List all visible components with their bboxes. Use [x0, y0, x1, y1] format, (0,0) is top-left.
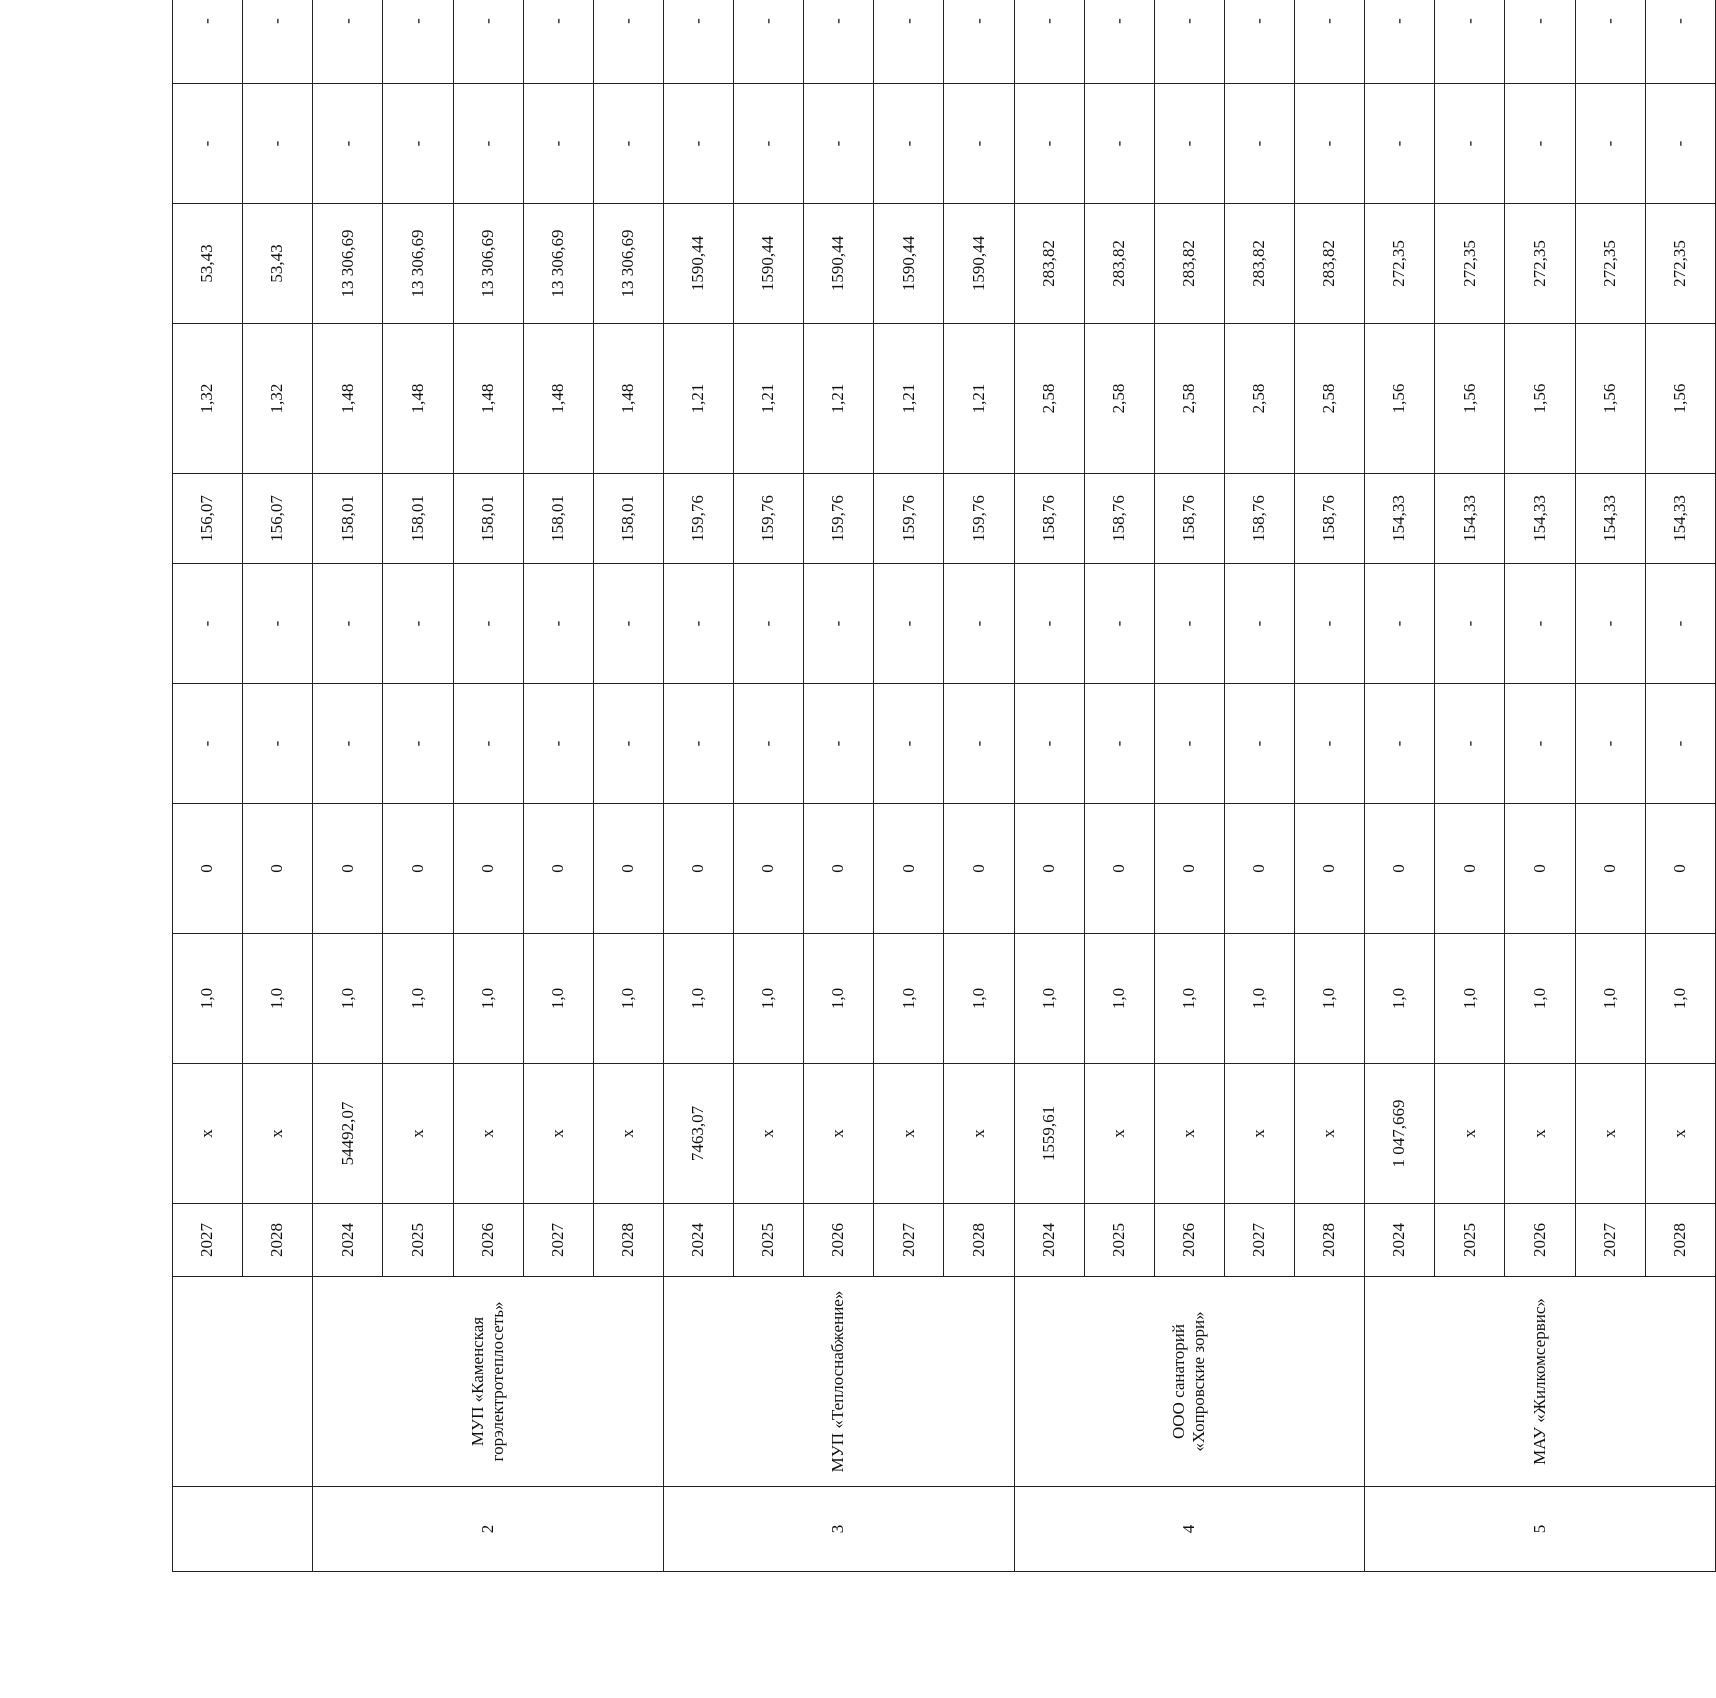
zero-cell: 0 — [944, 804, 1014, 934]
dash-cell-c: - — [1645, 84, 1715, 204]
dash-cell-c: - — [1014, 84, 1084, 204]
tariff-value-cell: 159,76 — [804, 474, 874, 564]
ratio-cell: 1,56 — [1505, 324, 1575, 474]
dash-cell-b: - — [1365, 564, 1435, 684]
index-cell: 1,0 — [874, 934, 944, 1064]
dash-cell-b: - — [1295, 564, 1365, 684]
tariff-value-cell: 159,76 — [663, 474, 733, 564]
dash-cell-c: - — [1224, 84, 1294, 204]
dash-cell-b: - — [313, 564, 383, 684]
dash-cell-c: - — [593, 84, 663, 204]
dash-cell-d: - — [313, 0, 383, 84]
index-cell: 1,0 — [1435, 934, 1505, 1064]
year-cell: 2026 — [1505, 1204, 1575, 1277]
tariff-value-cell: 154,33 — [1645, 474, 1715, 564]
dash-cell-a: - — [1295, 684, 1365, 804]
base-value-cell: x — [243, 1064, 313, 1204]
year-cell: 2027 — [173, 1204, 243, 1277]
row-number-cell: 5 — [1365, 1487, 1716, 1572]
tariff-table — [172, 0, 1716, 1572]
index-cell: 1,0 — [453, 934, 523, 1064]
dash-cell-b: - — [1435, 564, 1505, 684]
volume-cell: 1590,44 — [734, 204, 804, 324]
organization-cell: МУП «Каменская горэлектротеплосеть» — [313, 1277, 664, 1487]
zero-cell: 0 — [313, 804, 383, 934]
dash-cell-c: - — [1154, 84, 1224, 204]
zero-cell: 0 — [1505, 804, 1575, 934]
dash-cell-b: - — [1084, 564, 1154, 684]
zero-cell: 0 — [1365, 804, 1435, 934]
organization-cell — [173, 1277, 313, 1487]
base-value-cell: x — [874, 1064, 944, 1204]
volume-cell: 53,43 — [173, 204, 243, 324]
zero-cell: 0 — [243, 804, 313, 934]
index-cell: 1,0 — [804, 934, 874, 1064]
volume-cell: 13 306,69 — [383, 204, 453, 324]
tariff-value-cell: 159,76 — [944, 474, 1014, 564]
dash-cell-d: - — [593, 0, 663, 84]
ratio-cell: 2,58 — [1295, 324, 1365, 474]
volume-cell: 272,35 — [1365, 204, 1435, 324]
dash-cell-a: - — [1224, 684, 1294, 804]
year-cell: 2026 — [804, 1204, 874, 1277]
index-cell: 1,0 — [734, 934, 804, 1064]
index-cell: 1,0 — [383, 934, 453, 1064]
zero-cell: 0 — [1084, 804, 1154, 934]
base-value-cell: x — [734, 1064, 804, 1204]
base-value-cell: x — [453, 1064, 523, 1204]
dash-cell-d: - — [453, 0, 523, 84]
index-cell: 1,0 — [523, 934, 593, 1064]
volume-cell: 13 306,69 — [453, 204, 523, 324]
zero-cell: 0 — [1435, 804, 1505, 934]
dash-cell-d: - — [663, 0, 733, 84]
year-cell: 2027 — [523, 1204, 593, 1277]
tariff-value-cell: 159,76 — [874, 474, 944, 564]
row-number-cell: 3 — [663, 1487, 1014, 1572]
organization-cell: МАУ «Жилкомсервис» — [1365, 1277, 1716, 1487]
dash-cell-b: - — [1014, 564, 1084, 684]
index-cell: 1,0 — [593, 934, 663, 1064]
dash-cell-a: - — [243, 684, 313, 804]
zero-cell: 0 — [593, 804, 663, 934]
ratio-cell: 1,56 — [1645, 324, 1715, 474]
volume-cell: 283,82 — [1154, 204, 1224, 324]
dash-cell-b: - — [523, 564, 593, 684]
year-cell: 2025 — [734, 1204, 804, 1277]
ratio-cell: 1,21 — [663, 324, 733, 474]
dash-cell-a: - — [1084, 684, 1154, 804]
year-cell: 2025 — [1435, 1204, 1505, 1277]
index-cell: 1,0 — [1575, 934, 1645, 1064]
ratio-cell: 1,48 — [593, 324, 663, 474]
dash-cell-c: - — [453, 84, 523, 204]
year-cell: 2025 — [383, 1204, 453, 1277]
dash-cell-a: - — [383, 684, 453, 804]
ratio-cell: 1,32 — [173, 324, 243, 474]
ratio-cell: 1,48 — [523, 324, 593, 474]
ratio-cell: 1,32 — [243, 324, 313, 474]
zero-cell: 0 — [734, 804, 804, 934]
tariff-value-cell: 156,07 — [173, 474, 243, 564]
organization-cell: МУП «Теплоснабжение» — [663, 1277, 1014, 1487]
base-value-cell: x — [593, 1064, 663, 1204]
tariff-value-cell: 158,01 — [593, 474, 663, 564]
dash-cell-a: - — [1645, 684, 1715, 804]
index-cell: 1,0 — [1224, 934, 1294, 1064]
dash-cell-a: - — [663, 684, 733, 804]
dash-cell-c: - — [804, 84, 874, 204]
year-cell: 2028 — [1295, 1204, 1365, 1277]
volume-cell: 272,35 — [1575, 204, 1645, 324]
base-value-cell: x — [1505, 1064, 1575, 1204]
volume-cell: 13 306,69 — [523, 204, 593, 324]
index-cell: 1,0 — [1154, 934, 1224, 1064]
tariff-value-cell: 154,33 — [1505, 474, 1575, 564]
dash-cell-c: - — [1084, 84, 1154, 204]
ratio-cell: 1,21 — [804, 324, 874, 474]
dash-cell-b: - — [1575, 564, 1645, 684]
zero-cell: 0 — [1154, 804, 1224, 934]
dash-cell-c: - — [173, 84, 243, 204]
dash-cell-b: - — [944, 564, 1014, 684]
ratio-cell: 2,58 — [1084, 324, 1154, 474]
dash-cell-d: - — [243, 0, 313, 84]
base-value-cell: x — [1154, 1064, 1224, 1204]
base-value-cell: x — [1435, 1064, 1505, 1204]
index-cell: 1,0 — [663, 934, 733, 1064]
rotated-table-wrapper — [172, 18, 1716, 1572]
tariff-value-cell: 158,76 — [1224, 474, 1294, 564]
tariff-value-cell: 158,01 — [523, 474, 593, 564]
base-value-cell: 1 047,669 — [1365, 1064, 1435, 1204]
dash-cell-d: - — [1365, 0, 1435, 84]
dash-cell-c: - — [243, 84, 313, 204]
dash-cell-c: - — [1435, 84, 1505, 204]
volume-cell: 13 306,69 — [313, 204, 383, 324]
dash-cell-c: - — [313, 84, 383, 204]
base-value-cell: x — [804, 1064, 874, 1204]
year-cell: 2027 — [1575, 1204, 1645, 1277]
row-number-cell: 2 — [313, 1487, 664, 1572]
dash-cell-a: - — [313, 684, 383, 804]
base-value-cell: x — [383, 1064, 453, 1204]
base-value-cell: x — [1224, 1064, 1294, 1204]
dash-cell-a: - — [173, 684, 243, 804]
dash-cell-d: - — [1224, 0, 1294, 84]
dash-cell-a: - — [1505, 684, 1575, 804]
dash-cell-b: - — [383, 564, 453, 684]
zero-cell: 0 — [173, 804, 243, 934]
table-row — [313, 0, 383, 1572]
dash-cell-d: - — [804, 0, 874, 84]
base-value-cell: 54492,07 — [313, 1064, 383, 1204]
volume-cell: 1590,44 — [944, 204, 1014, 324]
year-cell: 2028 — [1645, 1204, 1715, 1277]
dash-cell-b: - — [1505, 564, 1575, 684]
base-value-cell: x — [1575, 1064, 1645, 1204]
row-number-cell — [173, 1487, 313, 1572]
year-cell: 2025 — [1084, 1204, 1154, 1277]
base-value-cell: x — [1084, 1064, 1154, 1204]
dash-cell-b: - — [734, 564, 804, 684]
index-cell: 1,0 — [1365, 934, 1435, 1064]
table-body — [173, 0, 1716, 1572]
ratio-cell: 1,56 — [1435, 324, 1505, 474]
dash-cell-b: - — [663, 564, 733, 684]
dash-cell-c: - — [734, 84, 804, 204]
year-cell: 2027 — [1224, 1204, 1294, 1277]
index-cell: 1,0 — [1295, 934, 1365, 1064]
dash-cell-b: - — [243, 564, 313, 684]
base-value-cell: 1559,61 — [1014, 1064, 1084, 1204]
dash-cell-d: - — [1084, 0, 1154, 84]
dash-cell-b: - — [173, 564, 243, 684]
dash-cell-b: - — [874, 564, 944, 684]
volume-cell: 1590,44 — [804, 204, 874, 324]
ratio-cell: 1,21 — [734, 324, 804, 474]
tariff-value-cell: 154,33 — [1575, 474, 1645, 564]
dash-cell-d: - — [173, 0, 243, 84]
dash-cell-d: - — [874, 0, 944, 84]
zero-cell: 0 — [383, 804, 453, 934]
index-cell: 1,0 — [243, 934, 313, 1064]
volume-cell: 272,35 — [1505, 204, 1575, 324]
volume-cell: 53,43 — [243, 204, 313, 324]
index-cell: 1,0 — [944, 934, 1014, 1064]
ratio-cell: 1,21 — [874, 324, 944, 474]
year-cell: 2026 — [1154, 1204, 1224, 1277]
index-cell: 1,0 — [1084, 934, 1154, 1064]
ratio-cell: 1,21 — [944, 324, 1014, 474]
dash-cell-a: - — [1435, 684, 1505, 804]
dash-cell-d: - — [1154, 0, 1224, 84]
dash-cell-c: - — [1505, 84, 1575, 204]
year-cell: 2024 — [1365, 1204, 1435, 1277]
ratio-cell: 1,56 — [1365, 324, 1435, 474]
dash-cell-d: - — [383, 0, 453, 84]
volume-cell: 272,35 — [1645, 204, 1715, 324]
zero-cell: 0 — [804, 804, 874, 934]
year-cell: 2026 — [453, 1204, 523, 1277]
zero-cell: 0 — [1575, 804, 1645, 934]
year-cell: 2024 — [313, 1204, 383, 1277]
dash-cell-b: - — [1154, 564, 1224, 684]
index-cell: 1,0 — [1645, 934, 1715, 1064]
dash-cell-a: - — [1154, 684, 1224, 804]
volume-cell: 272,35 — [1435, 204, 1505, 324]
dash-cell-d: - — [1645, 0, 1715, 84]
dash-cell-a: - — [1365, 684, 1435, 804]
tariff-value-cell: 158,01 — [383, 474, 453, 564]
year-cell: 2027 — [874, 1204, 944, 1277]
volume-cell: 283,82 — [1084, 204, 1154, 324]
dash-cell-c: - — [663, 84, 733, 204]
dash-cell-c: - — [1295, 84, 1365, 204]
dash-cell-c: - — [523, 84, 593, 204]
ratio-cell: 2,58 — [1014, 324, 1084, 474]
dash-cell-b: - — [593, 564, 663, 684]
dash-cell-d: - — [1435, 0, 1505, 84]
volume-cell: 283,82 — [1224, 204, 1294, 324]
zero-cell: 0 — [874, 804, 944, 934]
dash-cell-d: - — [1295, 0, 1365, 84]
dash-cell-a: - — [1575, 684, 1645, 804]
dash-cell-a: - — [734, 684, 804, 804]
tariff-value-cell: 158,76 — [1084, 474, 1154, 564]
dash-cell-a: - — [523, 684, 593, 804]
base-value-cell: x — [1295, 1064, 1365, 1204]
base-value-cell: 7463,07 — [663, 1064, 733, 1204]
tariff-value-cell: 158,76 — [1014, 474, 1084, 564]
tariff-value-cell: 158,76 — [1295, 474, 1365, 564]
table-row — [1365, 0, 1435, 1572]
ratio-cell: 1,48 — [313, 324, 383, 474]
dash-cell-c: - — [874, 84, 944, 204]
ratio-cell: 1,48 — [453, 324, 523, 474]
index-cell: 1,0 — [1014, 934, 1084, 1064]
dash-cell-a: - — [593, 684, 663, 804]
ratio-cell: 2,58 — [1224, 324, 1294, 474]
dash-cell-a: - — [874, 684, 944, 804]
dash-cell-a: - — [804, 684, 874, 804]
row-number-cell: 4 — [1014, 1487, 1365, 1572]
tariff-value-cell: 158,01 — [453, 474, 523, 564]
volume-cell: 13 306,69 — [593, 204, 663, 324]
zero-cell: 0 — [1295, 804, 1365, 934]
base-value-cell: x — [523, 1064, 593, 1204]
zero-cell: 0 — [523, 804, 593, 934]
dash-cell-d: - — [734, 0, 804, 84]
ratio-cell: 1,48 — [383, 324, 453, 474]
dash-cell-d: - — [1505, 0, 1575, 84]
ratio-cell: 2,58 — [1154, 324, 1224, 474]
zero-cell: 0 — [1645, 804, 1715, 934]
dash-cell-a: - — [453, 684, 523, 804]
base-value-cell: x — [173, 1064, 243, 1204]
table-row — [663, 0, 733, 1572]
dash-cell-b: - — [804, 564, 874, 684]
dash-cell-c: - — [944, 84, 1014, 204]
year-cell: 2028 — [593, 1204, 663, 1277]
dash-cell-c: - — [383, 84, 453, 204]
zero-cell: 0 — [453, 804, 523, 934]
dash-cell-d: - — [523, 0, 593, 84]
zero-cell: 0 — [663, 804, 733, 934]
year-cell: 2028 — [243, 1204, 313, 1277]
tariff-value-cell: 154,33 — [1365, 474, 1435, 564]
tariff-value-cell: 159,76 — [734, 474, 804, 564]
dash-cell-d: - — [1014, 0, 1084, 84]
year-cell: 2028 — [944, 1204, 1014, 1277]
dash-cell-d: - — [1575, 0, 1645, 84]
ratio-cell: 1,56 — [1575, 324, 1645, 474]
dash-cell-c: - — [1575, 84, 1645, 204]
table-row — [1014, 0, 1084, 1572]
dash-cell-a: - — [1014, 684, 1084, 804]
year-cell: 2024 — [663, 1204, 733, 1277]
dash-cell-d: - — [944, 0, 1014, 84]
year-cell: 2024 — [1014, 1204, 1084, 1277]
volume-cell: 1590,44 — [663, 204, 733, 324]
base-value-cell: x — [944, 1064, 1014, 1204]
base-value-cell: x — [1645, 1064, 1715, 1204]
table-row — [173, 0, 243, 1572]
organization-cell: ООО санаторий «Хопровские зори» — [1014, 1277, 1365, 1487]
tariff-value-cell: 158,76 — [1154, 474, 1224, 564]
index-cell: 1,0 — [173, 934, 243, 1064]
zero-cell: 0 — [1224, 804, 1294, 934]
tariff-value-cell: 158,01 — [313, 474, 383, 564]
dash-cell-b: - — [1645, 564, 1715, 684]
volume-cell: 283,82 — [1014, 204, 1084, 324]
tariff-value-cell: 154,33 — [1435, 474, 1505, 564]
volume-cell: 1590,44 — [874, 204, 944, 324]
dash-cell-a: - — [944, 684, 1014, 804]
zero-cell: 0 — [1014, 804, 1084, 934]
index-cell: 1,0 — [313, 934, 383, 1064]
index-cell: 1,0 — [1505, 934, 1575, 1064]
tariff-value-cell: 156,07 — [243, 474, 313, 564]
dash-cell-c: - — [1365, 84, 1435, 204]
volume-cell: 283,82 — [1295, 204, 1365, 324]
dash-cell-b: - — [453, 564, 523, 684]
dash-cell-b: - — [1224, 564, 1294, 684]
